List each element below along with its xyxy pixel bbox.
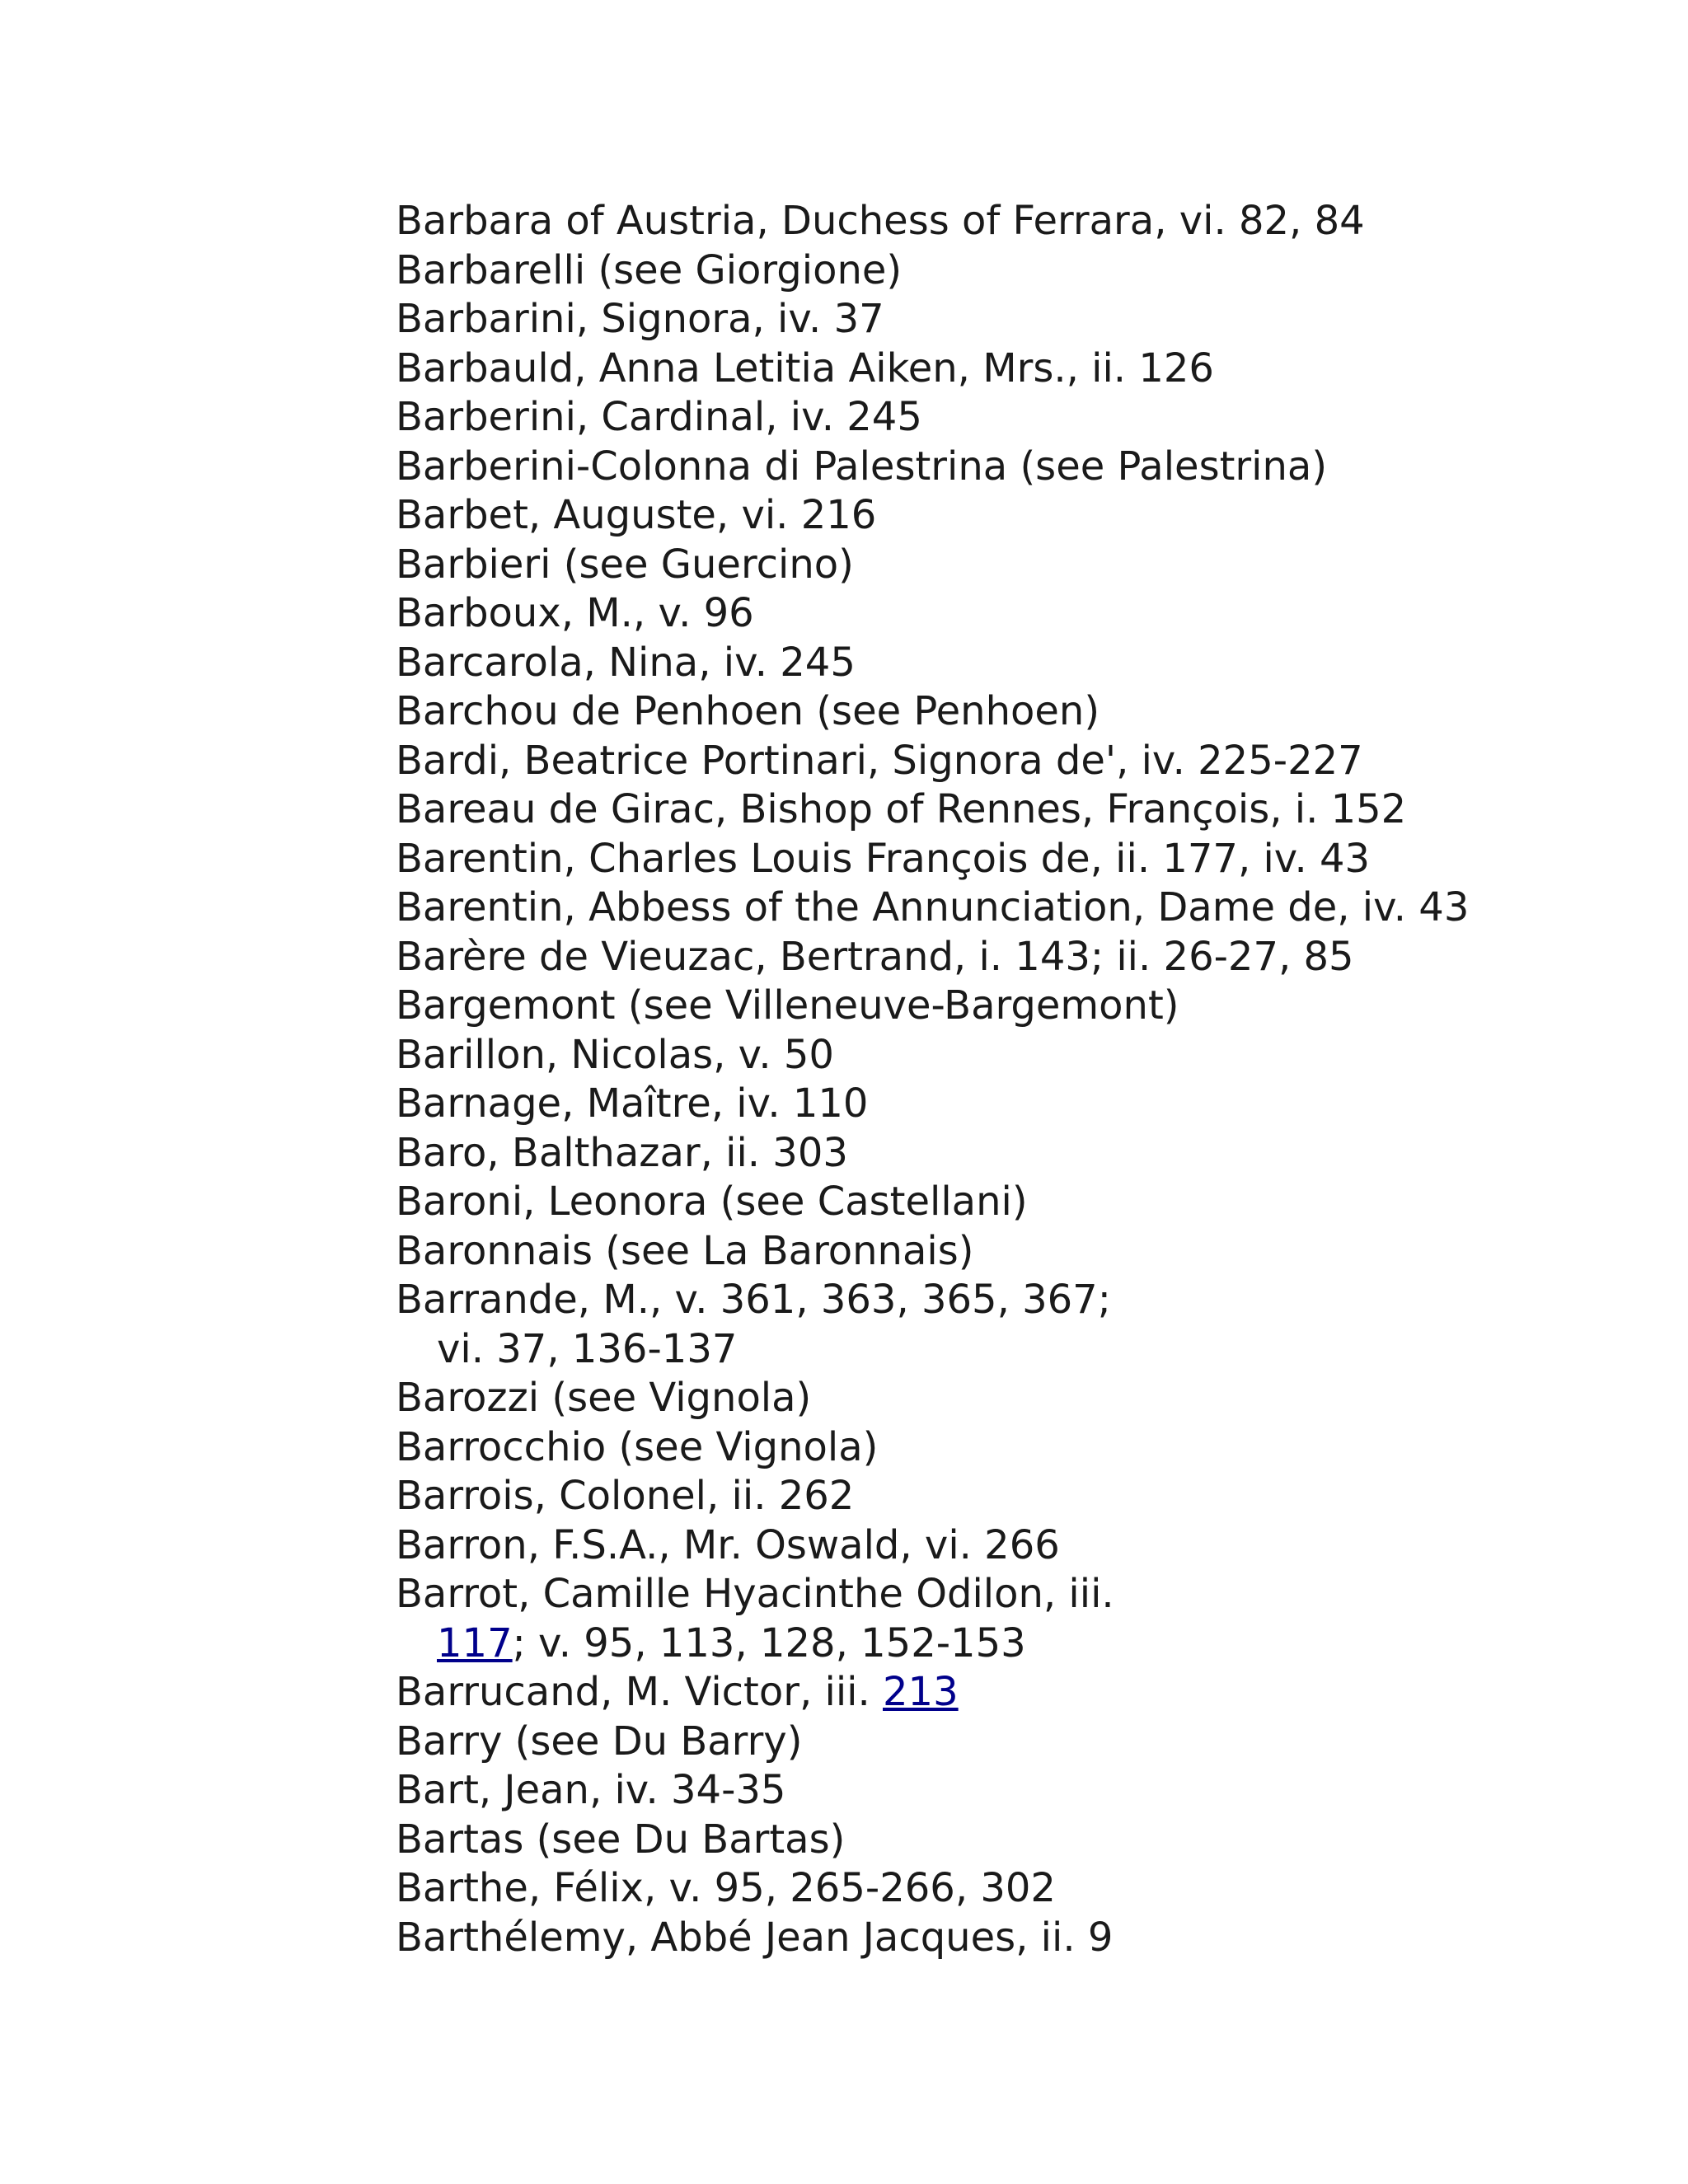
index-entry: Barthélemy, Abbé Jean Jacques, ii. 9 [396,1914,1114,1961]
index-entry: Barchou de Penhoen (see Penhoen) [396,688,1100,734]
index-entry: Barrocchio (see Vignola) [396,1423,879,1470]
index-entry: Barbarelli (see Giorgione) [396,246,903,293]
index-entry: Barry (see Du Barry) [396,1718,803,1765]
index-entry: Bart, Jean, iv. 34-35 [396,1767,786,1813]
entry-continuation: 117; v. 95, 113, 128, 152-153 [437,1619,1026,1666]
index-entry: Barillon, Nicolas, v. 50 [396,1031,834,1078]
index-entry: Barrucand, M. Victor, iii. 213 [396,1669,959,1715]
index-entry: Barozzi (see Vignola) [396,1375,812,1421]
index-entry: Barrot, Camille Hyacinthe Odilon, iii. 117; v. 95, 113, 128, 152-153 [396,1570,1469,1668]
index-entry: Barcarola, Nina, iv. 245 [396,639,856,686]
index-entry: Barron, F.S.A., Mr. Oswald, vi. 266 [396,1521,1060,1568]
index-entry: Barbieri (see Guercino) [396,541,854,588]
index-entry: Barnage, Maître, iv. 110 [396,1080,869,1127]
index-entry: Barrande, M., v. 361, 363, 365, 367; vi. 37, 136-137 [396,1276,1469,1374]
index-entry: Barbet, Auguste, vi. 216 [396,492,877,538]
entry-continuation: vi. 37, 136-137 [437,1325,738,1372]
page-link-213[interactable]: 213 [883,1669,959,1715]
page-link-117[interactable]: 117 [437,1619,513,1666]
index-entry: Barentin, Charles Louis François de, ii. 177, iv. 43 [396,835,1371,882]
index-entry: Bartas (see Du Bartas) [396,1816,846,1863]
index-entry: Barbara of Austria, Duchess of Ferrara, vi. 82, 84 [396,198,1365,244]
index-entry: Bareau de Girac, Bishop of Rennes, François, i. 152 [396,786,1407,832]
index-entry: Barbarini, Signora, iv. 37 [396,296,884,342]
index-entry: Baro, Balthazar, ii. 303 [396,1129,848,1176]
index-entry: Baroni, Leonora (see Castellani) [396,1179,1028,1225]
index-entry: Bardi, Beatrice Portinari, Signora de', iv. 225-227 [396,737,1363,784]
index-entry: Barbauld, Anna Letitia Aiken, Mrs., ii. 126 [396,344,1214,391]
index-entry: Barboux, M., v. 96 [396,590,754,636]
index-entry: Barberini, Cardinal, iv. 245 [396,394,922,440]
index-entry: Baronnais (see La Baronnais) [396,1227,974,1274]
index-entry: Barère de Vieuzac, Bertrand, i. 143; ii. 26-27, 85 [396,933,1354,980]
index-entry: Barentin, Abbess of the Annunciation, Dame de, iv. 43 [396,884,1470,930]
index-entry: Barthe, Félix, v. 95, 265-266, 302 [396,1865,1056,1911]
index-entry: Barberini-Colonna di Palestrina (see Palestrina) [396,443,1328,490]
index-list [396,197,1469,1962]
index-entry: Barrois, Colonel, ii. 262 [396,1473,855,1519]
index-entry: Bargemont (see Villeneuve-Bargemont) [396,982,1179,1029]
